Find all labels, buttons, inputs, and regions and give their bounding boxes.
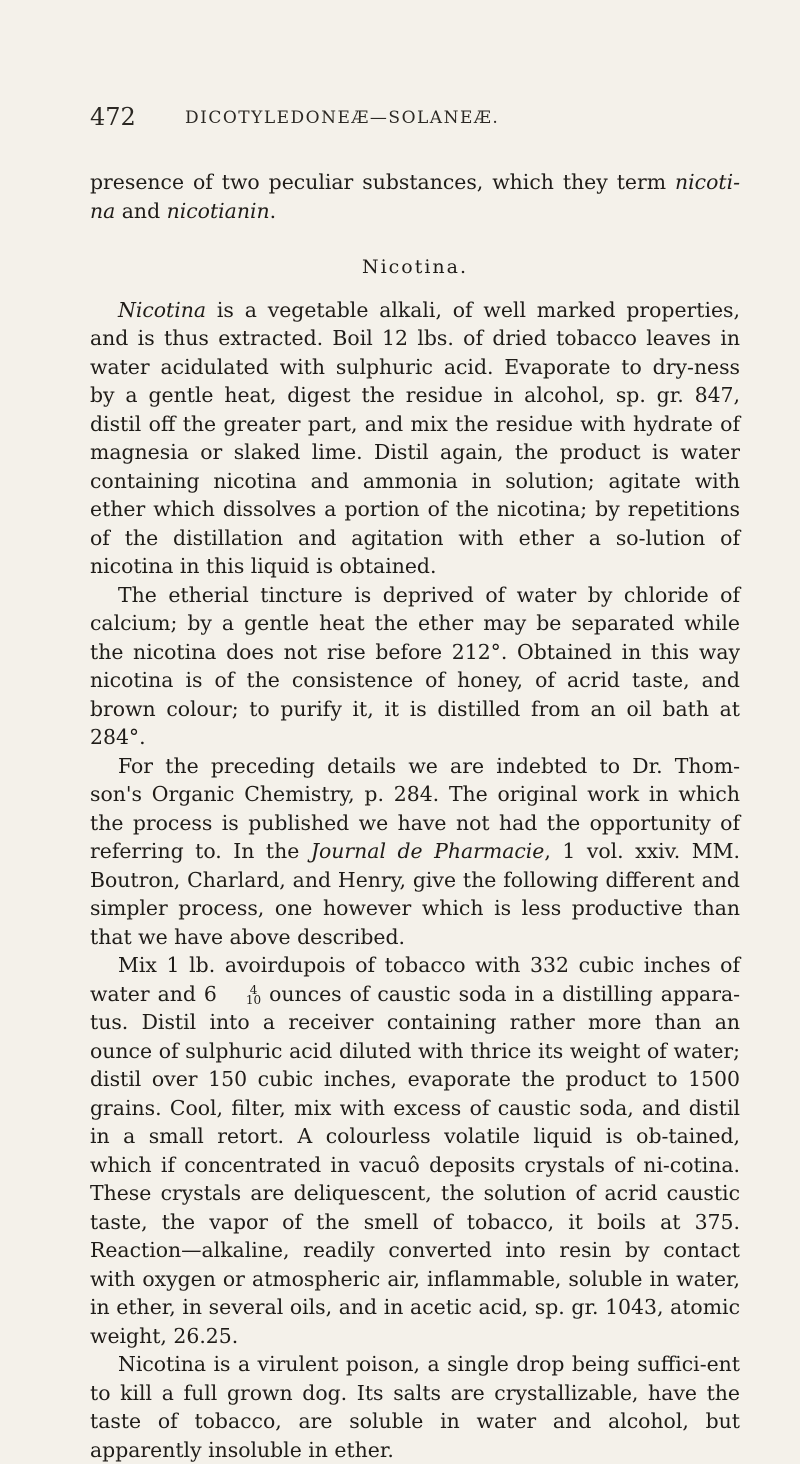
paragraph-references: For the preceding details we are indebted to Dr. Thom-son's Organic Chemistry, p. 284. The original work in which the process is published we have not had the opportunity of referring to. In the Journal de Pharmacie, 1 vol. xxiv. MM. Boutron, Charlard, and Henry, give the following different and simpler process, one however which is less productive than that we have above described. [90, 753, 740, 949]
section-heading: Nicotina. [361, 256, 469, 278]
paragraph-extraction: Nicotina is a vegetable alkali, of well marked properties, and is thus extracted. Boil 12 lbs. of dried tobacco leaves in water acidulated with sulphuric acid. Evaporate to dry-ness by a gentle heat, digest the residue in alcohol, sp. gr. 847, distil off the greater part, and mix the residue with hydrate of magnesia or slaked lime. Distil again, the product is water containing nicotina and ammonia in solution; agitate with ether which dissolves a portion of the nicotina; by repetitions of the distillation and agitation with ether a so-lution of nicotina in this liquid is obtained. [90, 297, 740, 578]
page-header [90, 103, 740, 133]
journal-title: Journal de Pharmacie [310, 839, 545, 863]
term-nicotianin: nicotianin [166, 198, 270, 223]
page-number: 472 [90, 103, 136, 131]
paragraph-poison: Nicotina is a virulent poison, a single drop being suffici-ent to kill a full grown dog. Its salts are crystallizable, have the taste of tobacco, are soluble in water and alcohol, but apparently insoluble in ether. [90, 1352, 740, 1462]
paragraph-tincture: The etherial tincture is deprived of water by chloride of calcium; by a gentle heat the ether may be separated while the nicotina does not rise before 212°. Obtained in this way nicotina is of the consistence of honey, of acrid taste, and brown colour; to purify it, it is distilled from an oil bath at 284°. [90, 582, 740, 749]
lead-term: Nicotina [118, 297, 207, 322]
body-text [90, 168, 740, 1464]
running-head: DICOTYLEDONEÆ—SOLANEÆ. [185, 108, 500, 128]
term-nicotina: nicoti-na [90, 170, 740, 223]
paragraph-process: Mix 1 lb. avoirdupois of tobacco with 332 cubic inches of water and 6 4 10 ounces of caustic soda in a distilling appara-tus. Distil into a receiver containing rather more than an ounce of sulphuric acid diluted with thrice its weight of water; distil over 150 cubic inches, evaporate the product to 1500 grains. Cool, filter, mix with excess of caustic soda, and distil in a small retort. A colourless volatile liquid is ob-tained, which if concentrated in vacuô deposits crystals of ni-cotina. These crystals are deliquescent, the solution of acrid caustic taste, the vapor of the smell of tobacco, it boils at 375. Reaction—alkaline, readily converted into resin by contact with oxygen or atmospheric air, inflammable, soluble in water, in ether, in several oils, and in acetic acid, sp. gr. 1043, atomic weight, 26.25. [90, 953, 740, 1348]
intro-paragraph: presence of two peculiar substances, which they term nicoti-na and nicotianin. [90, 170, 740, 223]
fraction: 4 10 [245, 983, 262, 1007]
